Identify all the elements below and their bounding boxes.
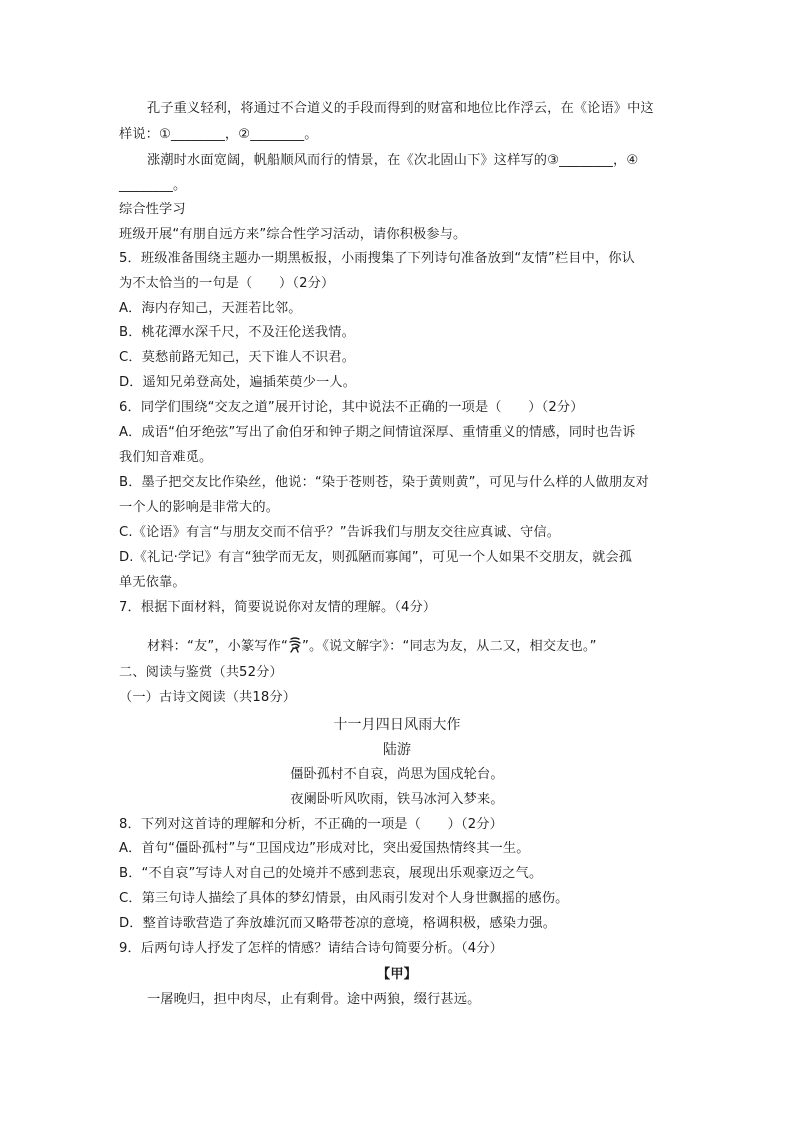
option-a: A．成语“伯牙绝弦”写出了俞伯牙和钟子期之间情谊深厚、重情重义的情感，同时也告诉	[119, 425, 636, 440]
material-text-after: ”。《说文解字》：“同志为友，从二又，相交友也。”	[301, 639, 597, 654]
option-a: A．首句“僵卧孤村”与“卫国戍边”形成对比，突出爱国热情终其一生。	[119, 841, 530, 856]
option-b: B．桃花潭水深千尺，不及汪伦送我情。	[119, 325, 355, 340]
text-line: 孔子重义轻利，将通过不合道义的手段而得到的财富和地位比作浮云，在《论语》中这	[147, 101, 654, 116]
option-d: D．整首诗歌营造了奔放雄沉而又略带苍凉的意境，格调积极，感染力强。	[119, 916, 557, 931]
poem-author: 陆游	[382, 742, 412, 758]
text-line: 单无依靠。	[119, 575, 186, 590]
passage-text: 一屠晚归，担中肉尽，止有剩骨。途中两狼，缀行甚远。	[147, 992, 481, 1007]
poem-line: 夜阑卧听风吹雨，铁马冰河入梦来。	[290, 792, 504, 807]
question-9: 9．后两句诗人抒发了怎样的情感？请结合诗句简要分析。（4分）	[119, 941, 503, 956]
text-line: ________。	[119, 178, 187, 193]
question-5: 5．班级准备围绕主题办一期黑板报，小雨搜集了下列诗句准备放到“友情”栏目中，你认	[119, 251, 635, 266]
question-8: 8．下列对这首诗的理解和分析，不正确的一项是（ ）（2分）	[119, 817, 503, 832]
text-line: 一个人的影响是非常大的。	[119, 500, 280, 515]
option-c: C．莫愁前路无知己，天下谁人不识君。	[119, 350, 356, 365]
text-line: 班级开展“有朋自远方来”综合性学习活动，请你积极参与。	[119, 227, 467, 242]
option-d: D.《礼记·学记》有言“独学而无友，则孤陋而寡闻”，可见一个人如果不交朋友，就会孤	[119, 550, 633, 565]
option-c: C．第三句诗人描绘了具体的梦幻情景，由风雨引发对个人身世飘摇的感伤。	[119, 891, 569, 906]
question-6: 6．同学们围绕“交友之道”展开讨论，其中说法不正确的一项是（ ）（2分）	[119, 400, 584, 415]
text-line: 涨潮时水面宽阔，帆船顺风而行的情景，在《次北固山下》这样写的③________，④	[147, 153, 639, 168]
text-line: 我们知音难觅。	[119, 450, 213, 465]
passage-heading: 【甲】	[376, 967, 417, 982]
option-a: A．海内存知己，天涯若比邻。	[119, 301, 302, 316]
text-line: 样说：①________，②________。	[119, 127, 318, 142]
section-heading: 综合性学习	[119, 202, 186, 217]
poem-line: 僵卧孤村不自哀，尚思为国戍轮台。	[290, 767, 504, 782]
option-c: C.《论语》有言“与朋友交而不信乎？”告诉我们与朋友交往应真诚、守信。	[119, 525, 561, 540]
option-b: B．“不自哀”写诗人对自己的处境并不感到悲哀，展现出乐观豪迈之气。	[119, 866, 543, 881]
question-7: 7．根据下面材料，简要说说你对友情的理解。（4分）	[119, 600, 437, 615]
material-line	[147, 637, 707, 656]
section-heading: 二、阅读与鉴赏（共52分）	[119, 665, 283, 680]
option-b: B．墨子把交友比作染丝，他说：“染于苍则苍，染于黄则黄”，可见与什么样的人做朋友对	[119, 475, 649, 490]
material-text-before: 材料：“友”，小篆写作“	[147, 639, 288, 654]
option-d: D．遥知兄弟登高处，遍插茱萸少一人。	[119, 375, 357, 390]
seal-script-you-glyph	[288, 637, 302, 653]
subsection-heading: （一）古诗文阅读（共18分）	[119, 690, 297, 705]
poem-title: 十一月四日风雨大作	[333, 717, 461, 733]
text-line: 为不太恰当的一句是（ ）（2分）	[119, 276, 335, 291]
